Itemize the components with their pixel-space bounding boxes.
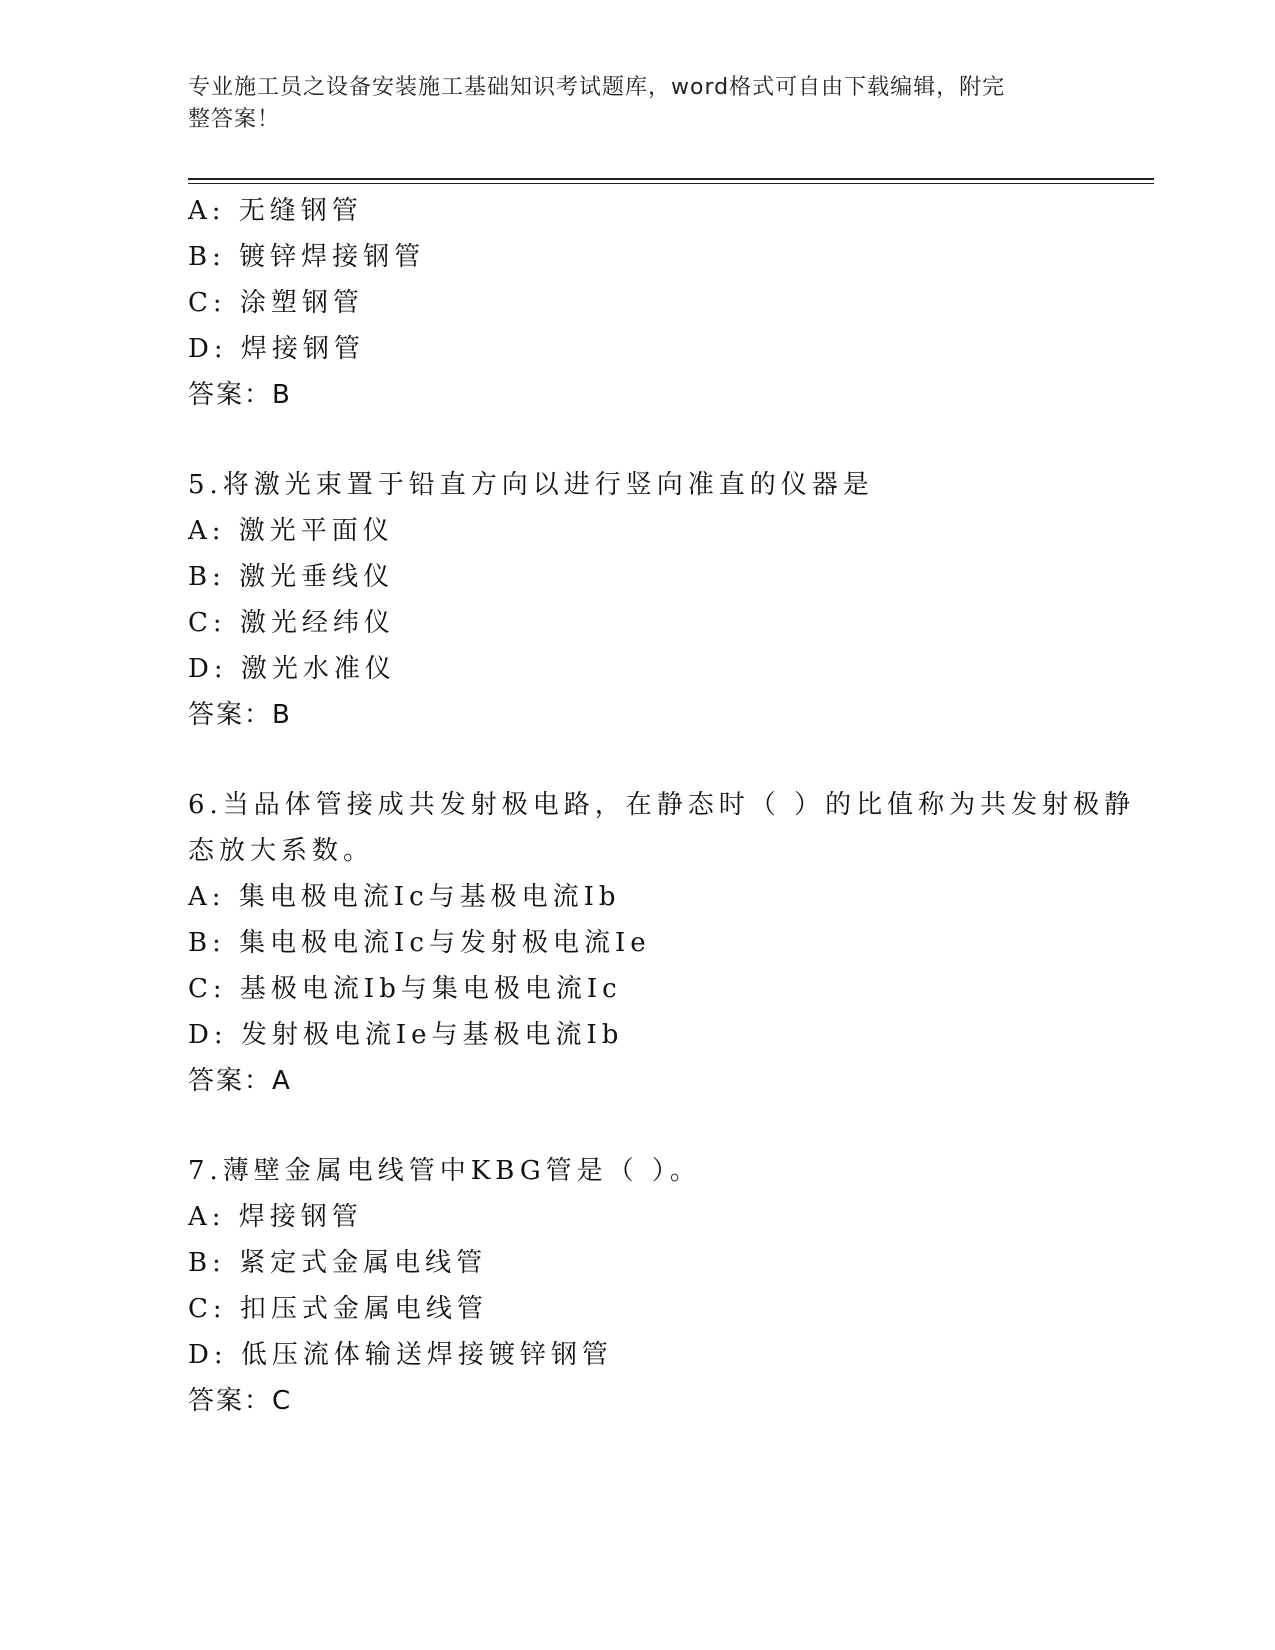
option-d: D: 低压流体输送焊接镀锌钢管 [188, 1340, 613, 1370]
header-line-1: 专业施工员之设备安装施工基础知识考试题库，word格式可自由下载编辑，附完 [188, 75, 1006, 100]
option-a: A: 无缝钢管 [188, 196, 363, 226]
header-rule-thin [188, 183, 1154, 184]
question-stem: 7.薄壁金属电线管中KBG管是（ ）。 [188, 1156, 701, 1186]
option-c: C: 基极电流Ib与集电极电流Ic [188, 974, 622, 1004]
answer-line: 答案：C [188, 1386, 293, 1416]
question-4-partial [188, 188, 1148, 418]
answer-line: 答案：A [188, 1066, 292, 1096]
header-line-2: 整答案！ [188, 107, 281, 132]
option-b: B: 集电极电流Ic与发射极电流Ie [188, 928, 651, 958]
question-5 [188, 462, 1148, 738]
document-header [188, 72, 1088, 136]
option-a: A: 集电极电流Ic与基极电流Ib [188, 882, 621, 912]
option-d: D: 发射极电流Ie与基极电流Ib [188, 1020, 624, 1050]
option-a: A: 激光平面仪 [188, 516, 394, 546]
option-b: B: 激光垂线仪 [188, 562, 395, 592]
question-7 [188, 1148, 1148, 1424]
spacer [188, 1104, 1148, 1148]
option-b: B: 镀锌焊接钢管 [188, 242, 426, 272]
spacer [188, 418, 1148, 462]
option-c: C: 激光经纬仪 [188, 608, 395, 638]
question-6 [188, 782, 1148, 1104]
option-c: C: 涂塑钢管 [188, 288, 364, 318]
question-stem-line-1: 6.当品体管接成共发射极电路，在静态时（ ）的比值称为共发射极静 [188, 790, 1136, 820]
header-rule-thick [188, 178, 1154, 180]
option-b: B: 紧定式金属电线管 [188, 1248, 488, 1278]
option-a: A: 焊接钢管 [188, 1202, 363, 1232]
answer-line: 答案：B [188, 700, 292, 730]
question-stem-line-2: 态放大系数。 [188, 836, 375, 866]
answer-line: 答案：B [188, 380, 292, 410]
option-d: D: 焊接钢管 [188, 334, 365, 364]
question-list [188, 188, 1148, 1424]
option-d: D: 激光水准仪 [188, 654, 396, 684]
spacer [188, 738, 1148, 782]
question-stem: 5.将激光束置于铅直方向以进行竖向准直的仪器是 [188, 470, 874, 500]
option-c: C: 扣压式金属电线管 [188, 1294, 488, 1324]
